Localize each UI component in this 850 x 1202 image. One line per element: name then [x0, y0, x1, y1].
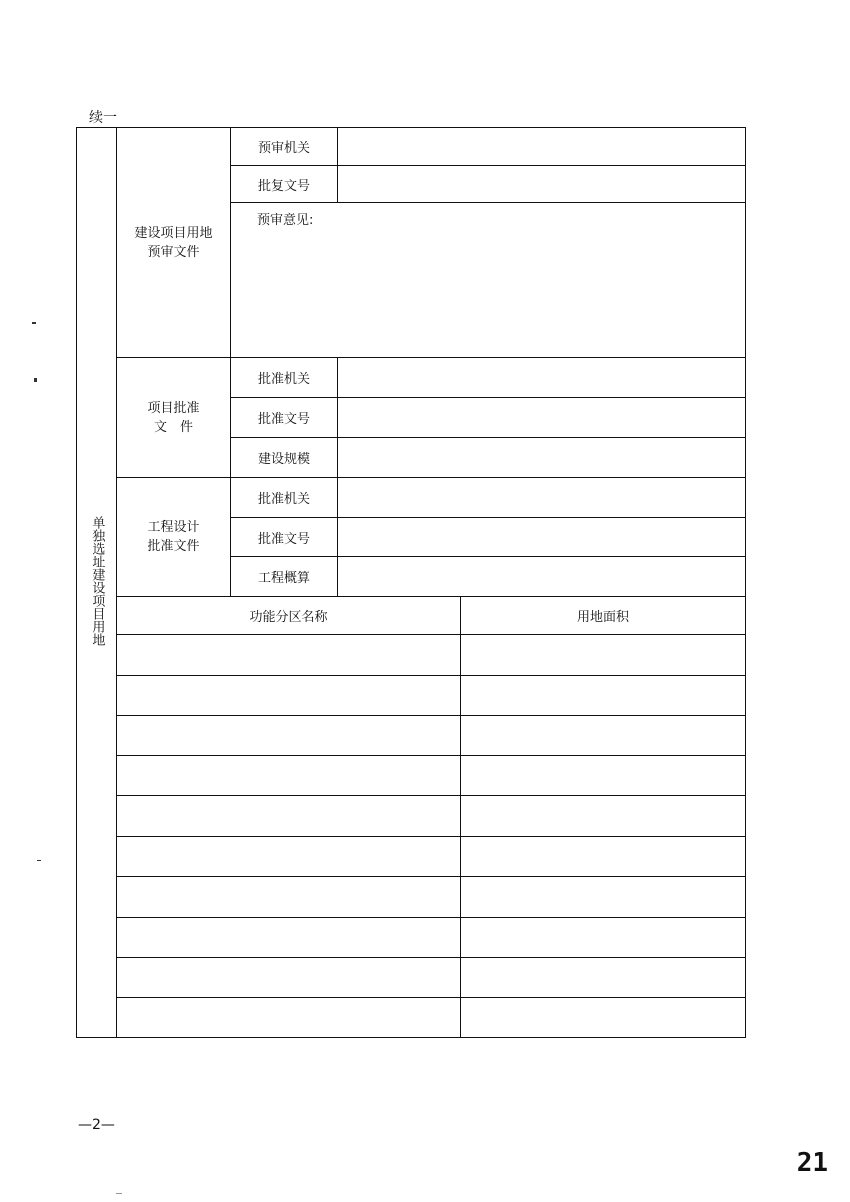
section-name-cell [117, 128, 231, 358]
column-header-zone-name: 功能分区名称 [117, 597, 461, 635]
table-row [77, 998, 746, 1038]
sheet-number: 21 [796, 1148, 828, 1178]
section-name: 项目批准 文 件 [147, 400, 200, 435]
field-label: 批准文号 [257, 531, 310, 547]
field-label-cell [231, 478, 338, 518]
side-label: 单独选址建设项目用地 [89, 515, 105, 646]
scan-speck [34, 378, 37, 382]
land-area-cell[interactable] [461, 877, 746, 918]
page-number: —2— [78, 1117, 115, 1133]
scan-speck [32, 322, 36, 324]
field-value-cell[interactable] [338, 557, 746, 597]
field-label-cell [231, 358, 338, 398]
scan-speck [37, 860, 41, 861]
land-area-cell[interactable] [461, 676, 746, 716]
land-area-cell[interactable] [461, 998, 746, 1038]
field-label: 建设规模 [257, 452, 310, 467]
form-row [77, 358, 746, 398]
section-name: 建设项目用地 预审文件 [134, 225, 213, 260]
land-area-cell[interactable] [461, 958, 746, 998]
form-row [77, 128, 746, 166]
section-name: 工程设计 批准文件 [147, 520, 200, 554]
land-area-cell[interactable] [461, 796, 746, 837]
opinion-label: 预审意见: [257, 213, 314, 228]
zone-name-cell[interactable] [117, 716, 461, 756]
zone-name-cell[interactable] [117, 635, 461, 676]
side-label-cell [77, 128, 117, 1038]
column-header-land-area: 用地面积 [461, 597, 746, 635]
land-area-cell[interactable] [461, 837, 746, 877]
table-row [77, 716, 746, 756]
field-value-cell[interactable] [338, 518, 746, 557]
zone-name-cell[interactable] [117, 756, 461, 796]
field-label: 工程概算 [257, 571, 310, 586]
table-row [77, 676, 746, 716]
land-area-cell[interactable] [461, 918, 746, 958]
zone-name-cell[interactable] [117, 918, 461, 958]
field-label-cell [231, 128, 338, 166]
table-row [77, 918, 746, 958]
table-row [77, 958, 746, 998]
continuation-label: 续一 [89, 110, 117, 126]
zone-name-cell[interactable] [117, 877, 461, 918]
land-area-cell[interactable] [461, 635, 746, 676]
section-name-cell [117, 358, 231, 478]
field-value-cell[interactable] [338, 358, 746, 398]
field-label: 批准机关 [257, 372, 310, 387]
field-label: 批准文号 [257, 412, 310, 427]
field-value-cell[interactable] [338, 166, 746, 203]
table-row [77, 837, 746, 877]
section-name-cell [117, 478, 231, 597]
land-area-cell[interactable] [461, 756, 746, 796]
scan-speck [116, 1193, 122, 1194]
field-label: 批复文号 [257, 178, 310, 194]
land-use-form-table [76, 127, 746, 1038]
zone-name-cell[interactable] [117, 837, 461, 877]
field-value-cell[interactable] [338, 438, 746, 478]
table-row [77, 635, 746, 676]
opinion-cell[interactable] [231, 203, 746, 358]
zone-name-cell[interactable] [117, 958, 461, 998]
field-label: 批准机关 [257, 492, 310, 507]
field-label: 预审机关 [257, 141, 310, 156]
zone-name-cell[interactable] [117, 676, 461, 716]
field-label-cell [231, 557, 338, 597]
field-value-cell[interactable] [338, 478, 746, 518]
zone-name-cell[interactable] [117, 998, 461, 1038]
field-value-cell[interactable] [338, 128, 746, 166]
field-label-cell [231, 166, 338, 203]
field-label-cell [231, 398, 338, 438]
zone-name-cell[interactable] [117, 796, 461, 837]
table-row [77, 796, 746, 837]
field-value-cell[interactable] [338, 398, 746, 438]
field-label-cell [231, 438, 338, 478]
table-row [77, 877, 746, 918]
area-table-header-row [77, 597, 746, 635]
table-row [77, 756, 746, 796]
field-label-cell [231, 518, 338, 557]
form-row [77, 478, 746, 518]
land-area-cell[interactable] [461, 716, 746, 756]
